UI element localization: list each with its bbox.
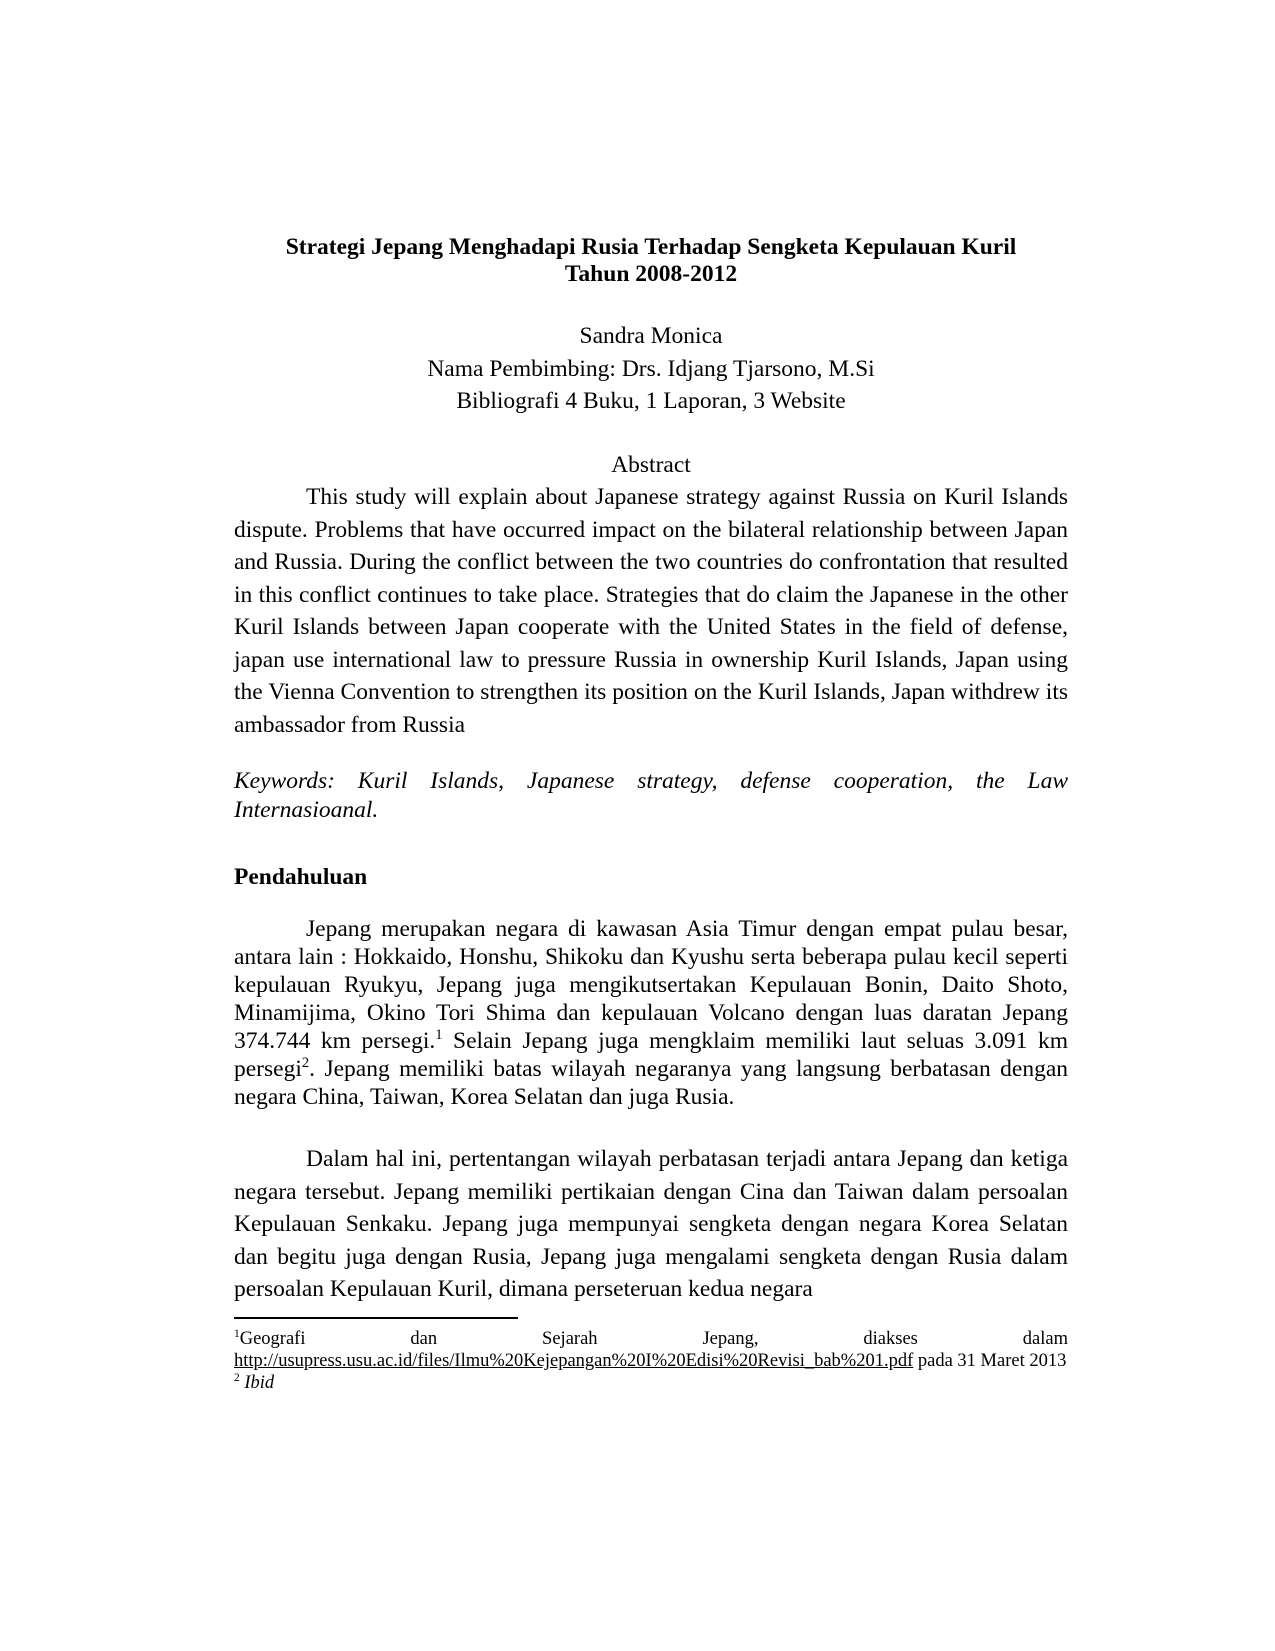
footnotes	[234, 1328, 1068, 1394]
keywords: Keywords: Kuril Islands, Japanese strategy, defense cooperation, the Law Internasioanal.	[234, 768, 1068, 823]
footnote-ref-1[interactable]: 1	[435, 1027, 443, 1044]
abstract-heading: Abstract	[611, 452, 691, 478]
footnote-1-link[interactable]: http://usupress.usu.ac.id/files/Ilmu%20Kejepangan%20I%20Edisi%20Revisi_bab%201.pdf	[234, 1351, 914, 1371]
intro-paragraph-1	[234, 915, 1068, 1111]
intro-paragraph-1-part2: Selain Jepang juga mengklaim memiliki laut seluas 3.091 km persegi	[234, 1028, 1069, 1082]
paper-title	[234, 234, 1068, 288]
footnote-1	[234, 1328, 1068, 1372]
footnote-2-mark: 2	[234, 1371, 240, 1384]
footnote-2-text: Ibid	[244, 1373, 275, 1393]
title-line-2: Tahun 2008-2012	[564, 261, 738, 287]
title-line-1: Strategi Jepang Menghadapi Rusia Terhadap Sengketa Kepulauan Kuril	[285, 234, 1017, 260]
advisor-name: Nama Pembimbing: Drs. Idjang Tjarsono, M.Si	[427, 355, 875, 382]
intro-paragraph-1-part1: Jepang merupakan negara di kawasan Asia Timur dengan empat pulau besar, antara lain : Hokkaido, Honshu, Shikoku dan Kyushu serta beberapa pulau kecil seperti kepulauan Ryukyu, Jepang juga mengikutsertakan Kepulauan Bonin, Daito Shoto, Minamijima, Okino Tori Shima dan kepulauan Volcano dengan luas daratan Jepang 374.744 km persegi.	[234, 916, 1068, 1054]
footnote-1-date: pada 31 Maret 2013	[913, 1351, 1067, 1371]
author-name: Sandra Monica	[579, 323, 723, 349]
intro-paragraph-1-part3: . Jepang memiliki batas wilayah negaranya yang langsung berbatasan dengan negara China, Taiwan, Korea Selatan dan juga Rusia.	[234, 1056, 1068, 1110]
footnote-1-mark: 1	[234, 1327, 240, 1340]
footnote-ref-2[interactable]: 2	[301, 1055, 310, 1072]
author-block	[234, 320, 1068, 418]
footnote-2	[234, 1372, 1068, 1394]
section-heading: Pendahuluan	[234, 864, 368, 890]
footnote-divider	[234, 1317, 518, 1319]
intro-paragraph-2: Dalam hal ini, pertentangan wilayah perbatasan terjadi antara Jepang dan ketiga negara tersebut. Jepang memiliki pertikaian dengan Cina dan Taiwan dalam persoalan Kepulauan Senkaku. Jepang juga mempunyai sengketa dengan negara Korea Selatan dan begitu juga dengan Rusia, Jepang juga mengalami sengketa dengan Rusia dalam persoalan Kepulauan Kuril, dimana perseteruan kedua negara	[234, 1146, 1068, 1302]
bibliography-summary: Bibliografi 4 Buku, 1 Laporan, 3 Website	[456, 388, 846, 414]
footnote-1-text: Geografi dan Sejarah Jepang, diakses dalam	[239, 1329, 1068, 1349]
abstract-body: This study will explain about Japanese strategy against Russia on Kuril Islands dispute. Problems that have occurred impact on the bilateral relationship between Japan and Russia. During the conflict between the two countries do confrontation that resulted in this conflict continues to take place. Strategies that do claim the Japanese in the other Kuril Islands between Japan cooperate with the United States in the field of defense, japan use international law to pressure Russia in ownership Kuril Islands, Japan using the Vienna Convention to strengthen its position on the Kuril Islands, Japan withdrew its ambassador from Russia	[234, 484, 1068, 738]
